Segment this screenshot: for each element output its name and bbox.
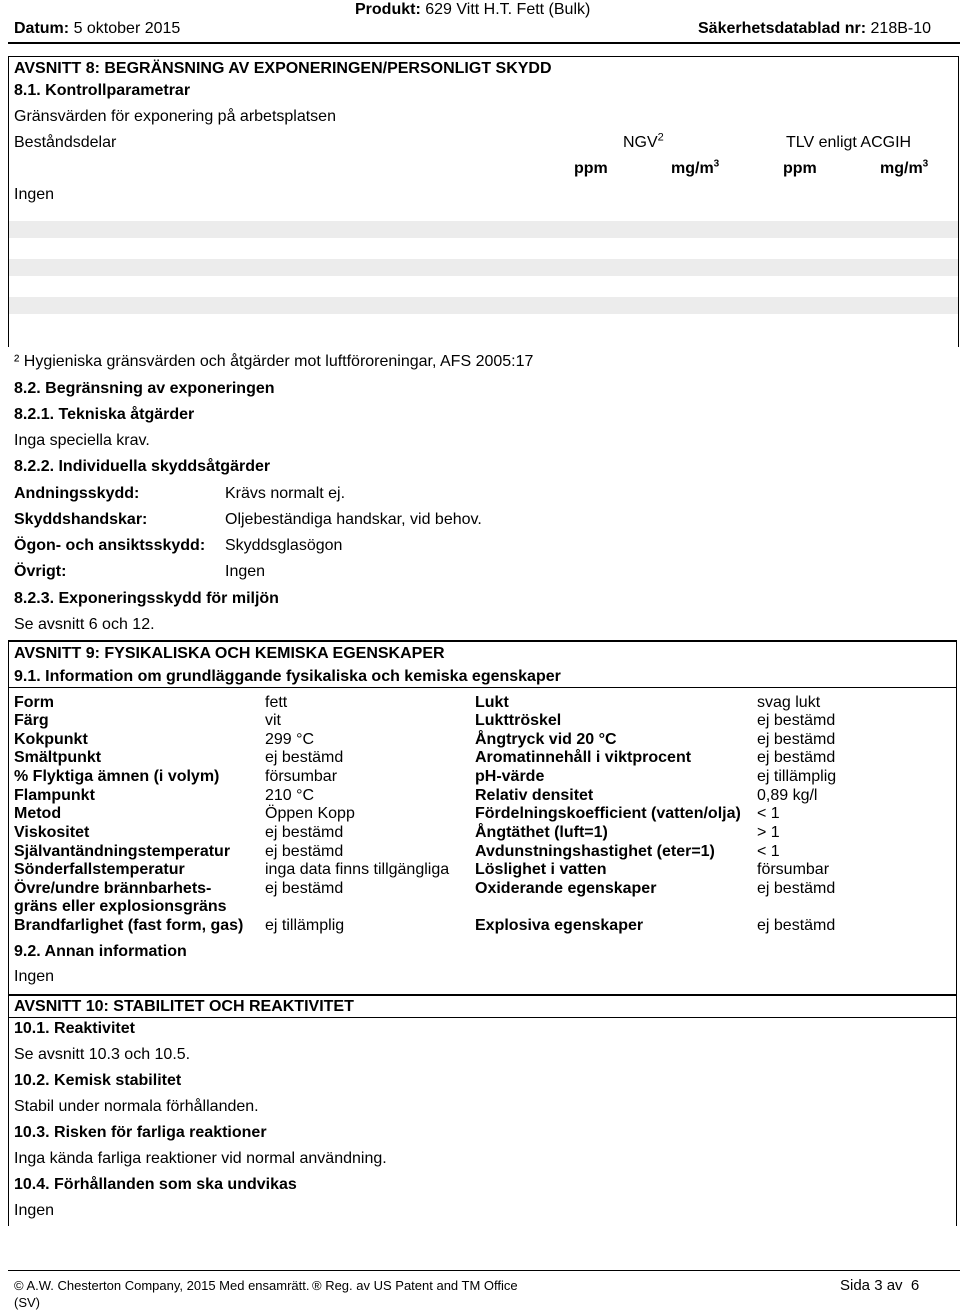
- property-label: Relativ densitet: [475, 787, 594, 804]
- text-10-2: Stabil under normala förhållanden.: [14, 1098, 259, 1115]
- property-label: Fördelningskoefficient (vatten/olja): [475, 805, 741, 822]
- footer-copyright: © A.W. Chesterton Company, 2015 Med ensamrätt.: [14, 1278, 310, 1293]
- subsection-8-2-2: 8.2.2. Individuella skyddsåtgärder: [14, 458, 271, 475]
- sds-label: Säkerhetsdatablad nr:: [698, 20, 867, 37]
- property-value: 299 °C: [265, 731, 315, 748]
- property-label: Självantändningstemperatur: [14, 843, 231, 860]
- text-10-3: Inga kända farliga reaktioner vid normal användning.: [14, 1150, 387, 1167]
- property-value: ej bestämd: [757, 880, 836, 897]
- property-value: försumbar: [265, 768, 338, 785]
- header-rule: [8, 42, 960, 44]
- col-ngv-label: NGV: [623, 134, 658, 151]
- subsection-9-1: 9.1. Information om grundläggande fysikaliska och kemiska egenskaper: [14, 668, 561, 685]
- subsection-10-2: 10.2. Kemisk stabilitet: [14, 1072, 182, 1089]
- subsection-8-2-1: 8.2.1. Tekniska åtgärder: [14, 406, 195, 423]
- property-label: Färg: [14, 712, 49, 729]
- unit-mgm3-ngv-label: mg/m: [671, 160, 714, 177]
- subsection-8-2-3: 8.2.3. Exponeringsskydd för miljön: [14, 590, 279, 607]
- unit-ppm-ngv: ppm: [574, 160, 608, 177]
- product-label: Produkt:: [355, 1, 421, 18]
- property-value: 0,89 kg/l: [757, 787, 818, 804]
- property-label: Viskositet: [14, 824, 90, 841]
- property-value: ej tillämplig: [265, 917, 345, 934]
- property-label: Metod: [14, 805, 62, 822]
- section9-rule: [8, 640, 956, 642]
- property-value: Öppen Kopp: [265, 805, 355, 822]
- unit-sup-ngv: 3: [713, 158, 720, 170]
- text-10-4: Ingen: [14, 1202, 55, 1219]
- footer-rule: [8, 1270, 960, 1271]
- text-9-2: Ingen: [14, 968, 55, 985]
- subsection-10-4: 10.4. Förhållanden som ska undvikas: [14, 1176, 297, 1193]
- property-label: gräns eller explosionsgräns: [14, 898, 227, 915]
- subsection-8-2: 8.2. Begränsning av exponeringen: [14, 380, 275, 397]
- section10-rule: [8, 994, 956, 996]
- unit-sup-tlv: 3: [922, 158, 929, 170]
- ppe-label: Andningsskydd:: [14, 485, 140, 502]
- sds-value: 218B-10: [870, 20, 932, 37]
- property-label: Sönderfallstemperatur: [14, 861, 185, 878]
- subsection-10-3: 10.3. Risken för farliga reaktioner: [14, 1124, 267, 1141]
- footer-language: (SV): [14, 1295, 40, 1310]
- col-tlv: TLV enligt ACGIH: [786, 134, 912, 151]
- header-sds-number: [698, 20, 931, 38]
- property-label: Ångtäthet (luft=1): [475, 824, 608, 841]
- ppe-label: Ögon- och ansiktsskydd:: [14, 537, 206, 554]
- ngv-footnote-mark: 2: [657, 131, 664, 144]
- property-label: Explosiva egenskaper: [475, 917, 644, 934]
- text-8-2-3: Se avsnitt 6 och 12.: [14, 616, 155, 633]
- header-product: [355, 1, 590, 19]
- table-row-ingen: Ingen: [14, 186, 55, 203]
- date-label: Datum:: [14, 20, 70, 37]
- property-label: Lukttröskel: [475, 712, 562, 729]
- ppe-label: Övrigt:: [14, 563, 67, 580]
- property-label: Flampunkt: [14, 787, 95, 804]
- property-label: % Flyktiga ämnen (i volym): [14, 768, 220, 785]
- footer-registered: ® Reg. av US Patent and TM Office: [312, 1278, 518, 1293]
- ppe-value: Krävs normalt ej.: [225, 485, 346, 502]
- table-row-empty-1: [9, 221, 958, 238]
- subsection-10-1: 10.1. Reaktivitet: [14, 1020, 135, 1037]
- property-label: Oxiderande egenskaper: [475, 880, 657, 897]
- unit-mgm3-ngv: [671, 160, 719, 178]
- property-label: Ångtryck vid 20 °C: [475, 731, 617, 748]
- section10-title-rule: [8, 1017, 956, 1018]
- ppe-value: Skyddsglasögon: [225, 537, 343, 554]
- section9-title: AVSNITT 9: FYSIKALISKA OCH KEMISKA EGENSKAPER: [14, 645, 445, 662]
- property-label: pH-värde: [475, 768, 545, 785]
- property-value: ej bestämd: [757, 917, 836, 934]
- property-label: Lukt: [475, 694, 509, 711]
- col-ngv: [623, 131, 664, 152]
- property-value: ej bestämd: [265, 880, 344, 897]
- property-value: ej tillämplig: [757, 768, 837, 785]
- section10-title: AVSNITT 10: STABILITET OCH REAKTIVITET: [14, 998, 354, 1015]
- limits-heading: Gränsvärden för exponering på arbetsplatsen: [14, 108, 336, 125]
- product-value: 629 Vitt H.T. Fett (Bulk): [425, 1, 591, 18]
- ppe-label: Skyddshandskar:: [14, 511, 148, 528]
- property-label: Brandfarlighet (fast form, gas): [14, 917, 244, 934]
- text-8-2-1: Inga speciella krav.: [14, 432, 150, 449]
- property-value: svag lukt: [757, 694, 821, 711]
- unit-mgm3-tlv: [880, 160, 928, 178]
- unit-mgm3-tlv-label: mg/m: [880, 160, 923, 177]
- property-label: Avdunstningshastighet (eter=1): [475, 843, 715, 860]
- property-value: > 1: [757, 824, 780, 841]
- property-label: Kokpunkt: [14, 731, 88, 748]
- subsection-9-2: 9.2. Annan information: [14, 943, 187, 960]
- property-value: ej bestämd: [757, 749, 836, 766]
- ppe-value: Ingen: [225, 563, 266, 580]
- property-label: Övre/undre brännbarhets-: [14, 880, 212, 897]
- property-label: Smältpunkt: [14, 749, 102, 766]
- subsection-8-1: 8.1. Kontrollparametrar: [14, 82, 191, 99]
- property-value: ej bestämd: [757, 712, 836, 729]
- property-value: inga data finns tillgängliga: [265, 861, 450, 878]
- table-row-empty-2: [9, 259, 958, 276]
- property-value: fett: [265, 694, 288, 711]
- ppe-value: Oljebeständiga handskar, vid behov.: [225, 511, 482, 528]
- property-value: < 1: [757, 843, 780, 860]
- property-value: ej bestämd: [265, 824, 344, 841]
- property-value: försumbar: [757, 861, 830, 878]
- frame-left-rule: [8, 640, 9, 1226]
- col-components: Beståndsdelar: [14, 134, 117, 151]
- property-value: 210 °C: [265, 787, 315, 804]
- footer-page-number: Sida 3 av 6: [840, 1277, 920, 1294]
- property-label: Aromatinnehåll i viktprocent: [475, 749, 692, 766]
- property-value: ej bestämd: [265, 843, 344, 860]
- footnote-afs: ² Hygieniska gränsvärden och åtgärder mot luftföroreningar, AFS 2005:17: [14, 353, 534, 370]
- property-value: ej bestämd: [265, 749, 344, 766]
- property-value: < 1: [757, 805, 780, 822]
- section8-title: AVSNITT 8: BEGRÄNSNING AV EXPONERINGEN/PERSONLIGT SKYDD: [14, 60, 552, 77]
- table-row-empty-3: [9, 297, 958, 314]
- subsection-9-1-rule: [8, 687, 956, 688]
- property-value: ej bestämd: [757, 731, 836, 748]
- header-date: [14, 20, 180, 38]
- property-value: vit: [265, 712, 281, 729]
- property-label: Löslighet i vatten: [475, 861, 607, 878]
- date-value: 5 oktober 2015: [73, 20, 181, 37]
- text-10-1: Se avsnitt 10.3 och 10.5.: [14, 1046, 191, 1063]
- property-label: Form: [14, 694, 54, 711]
- unit-ppm-tlv: ppm: [783, 160, 817, 177]
- frame-right-rule: [956, 640, 957, 1226]
